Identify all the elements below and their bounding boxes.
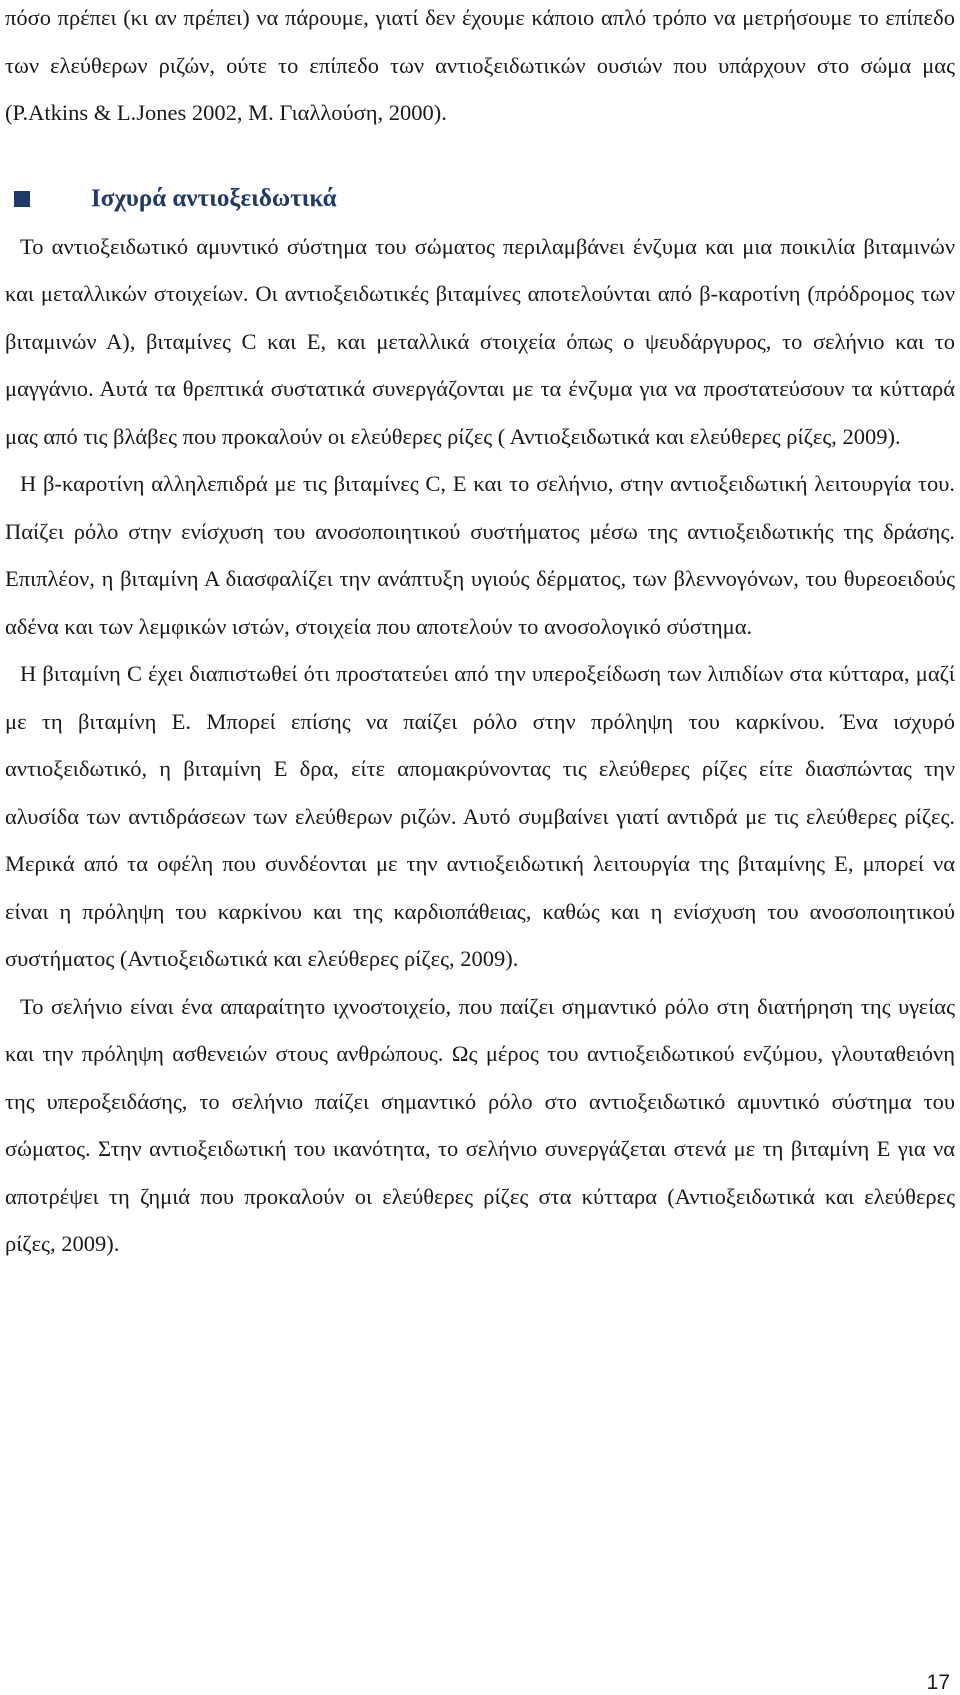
paragraph-antioxidant-system: Το αντιοξειδωτικό αμυντικό σύστημα του σώματος περιλαμβάνει ένζυμα και μια ποικιλία βιταμινών και μεταλλικών στοιχείων. Οι αντιοξειδωτικές βιταμίνες αποτελούνται από β-καροτίνη (πρόδρομος των βιταμινών Α), βιταμίνες C και E, και μεταλλικά στοιχεία όπως ο ψευδάργυρος, το σελήνιο και το μαγγάνιο. Αυτά τα θρεπτικά συστατικά συνεργάζονται με τα ένζυμα για να προστατεύσουν τα κύτταρά μας από τις βλάβες που προκαλούν οι ελεύθερες ρίζες ( Αντιοξειδωτικά και ελεύθερες ρίζες, 2009). — [5, 233, 955, 449]
section-heading-text: Ισχυρά αντιοξειδωτικά — [91, 184, 337, 212]
document-page — [5, 0, 955, 1268]
paragraph-selenium: Το σελήνιο είναι ένα απαραίτητο ιχνοστοιχείο, που παίζει σημαντικό ρόλο στη διατήρηση της υγείας και την πρόληψη ασθενειών στους ανθρώπους. Ως μέρος του αντιοξειδωτικού ενζύμου, γλουταθειόνη της υπεροξειδάσης, το σελήνιο παίζει σημαντικό ρόλο στο αντιοξειδωτικό αμυντικό σύστημα του σώματος. Στην αντιοξειδωτική του ικανότητα, το σελήνιο συνεργάζεται στενά με τη βιταμίνη E για να αποτρέψει τη ζημιά που προκαλούν οι ελεύθερες ρίζες στα κύτταρα (Αντιοξειδωτικά και ελεύθερες ρίζες, 2009). — [5, 993, 955, 1256]
square-bullet-icon — [14, 191, 30, 207]
paragraph-beta-carotene: Η β-καροτίνη αλληλεπιδρά με τις βιταμίνες C, E και το σελήνιο, στην αντιοξειδωτική λειτουργία του. Παίζει ρόλο στην ενίσχυση του ανοσοποιητικού συστήματος μέσω της αντιοξειδωτικής της δράσης. Επιπλέον, η βιταμίνη Α διασφαλίζει την ανάπτυξη υγιούς δέρματος, των βλεννογόνων, του θυρεοειδούς αδένα και των λεμφικών ιστών, στοιχεία που αποτελούν το ανοσολογικό σύστημα. — [5, 471, 955, 639]
section-heading — [5, 175, 955, 223]
paragraph-vitamin-c-e: Η βιταμίνη C έχει διαπιστωθεί ότι προστατεύει από την υπεροξείδωση των λιπιδίων στα κύτταρα, μαζί με τη βιταμίνη E. Μπορεί επίσης να παίζει ρόλο στην πρόληψη του καρκίνου. Ένα ισχυρό αντιοξειδωτικό, η βιταμίνη E δρα, είτε απομακρύνοντας τις ελεύθερες ρίζες είτε διασπώντας την αλυσίδα των αντιδράσεων των ελεύθερων ριζών. Αυτό συμβαίνει γιατί αντιδρά με τις ελεύθερες ρίζες. Μερικά από τα οφέλη που συνδέονται με την αντιοξειδωτική λειτουργία της βιταμίνης E, μπορεί να είναι η πρόληψη του καρκίνου και της καρδιοπάθειας, καθώς και η ενίσχυση του ανοσοποιητικού συστήματος (Αντιοξειδωτικά και ελεύθερες ρίζες, 2009). — [5, 661, 955, 971]
intro-paragraph: πόσο πρέπει (κι αν πρέπει) να πάρουμε, γιατί δεν έχουμε κάποιο απλό τρόπο να μετρήσουμε το επίπεδο των ελεύθερων ριζών, ούτε το επίπεδο των αντιοξειδωτικών ουσιών που υπάρχουν στο σώμα μας (P.Atkins & L.Jones 2002, M. Γιαλλούση, 2000). — [5, 5, 955, 125]
page-number: 17 — [926, 1671, 950, 1694]
